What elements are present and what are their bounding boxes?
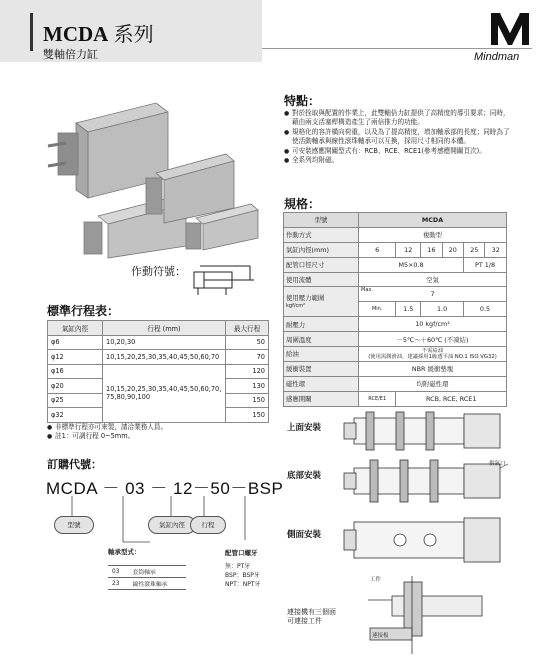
action-symbol-label: 作動符號： (131, 265, 186, 278)
header-accent-bar (30, 13, 33, 51)
feature-item: ● 可安裝感應開關型式有：RCB、RCE、RCE1(參考感應開關頁次)。 (284, 147, 510, 156)
max-cell: 150 (226, 393, 269, 408)
bearing-type-label: 軸承型式： (108, 548, 141, 556)
stroke-table-heading: 標準行程表： (47, 304, 120, 318)
table-row: 型號 MCDA (284, 213, 507, 228)
bearing-code: 03 (108, 566, 129, 578)
table-row: 作動方式 複動型 (284, 227, 507, 242)
stroke-notes (47, 423, 269, 442)
features-list (284, 109, 510, 165)
bore-cell: φ25 (48, 393, 103, 408)
feature-item: ● 規格化的容許橫向荷重，以及為了提高精度，增加軸承部的長度；同時為了使活動軸承與線性滾珠軸承可以互換，採用尺寸相同的本體。 (284, 128, 510, 147)
port-option: 無：PT牙 (225, 563, 251, 570)
table-row (48, 335, 269, 350)
table-row: 周圍溫度 －5℃～＋60℃ (不凍結) (284, 332, 507, 347)
model-value: MCDA (359, 213, 507, 228)
order-label-model: 型號 (54, 516, 94, 534)
header-rule (262, 48, 532, 49)
bore-cell: φ20 (48, 379, 103, 394)
table-row: Min. 1.5 1.0 0.5 (284, 302, 507, 317)
feature-item: ● 全系列均附磁。 (284, 156, 510, 165)
bore-cell: φ12 (48, 350, 103, 365)
column-header: 氣缸內徑 (48, 321, 103, 336)
plate-callout: 連接板 (372, 633, 389, 639)
pneumatic-symbol-icon (190, 262, 265, 298)
max-cell: 120 (226, 364, 269, 379)
max-cell: 70 (226, 350, 269, 365)
product-photo (46, 98, 261, 260)
features-heading: 特點： (284, 94, 321, 108)
note-item: ● 非標準行程亦可來製，請洽業務人員。 (47, 423, 269, 432)
order-code-heading: 訂購代號： (47, 458, 102, 471)
bearing-code: 23 (108, 578, 129, 590)
spec-table (283, 212, 507, 407)
max-cell: 50 (226, 335, 269, 350)
stroke-cell: 10,20,30 (103, 335, 226, 350)
stroke-cell: 10,15,20,25,30,35,40,45,50,60,70 (103, 350, 226, 365)
port-thread-options (225, 562, 261, 589)
table-row: 緩衝裝置 NBR 緩衝墊塊 (284, 361, 507, 376)
order-label-stroke: 行程 (190, 516, 226, 534)
brand-logo-icon (489, 9, 531, 47)
port-thread-label: 配管口螺牙 (225, 549, 258, 557)
stroke-table (47, 320, 269, 423)
bore-cell: φ6 (48, 335, 103, 350)
max-cell: 150 (226, 408, 269, 423)
top-mount-label: 上面安裝 (287, 423, 322, 433)
bearing-text: 套筒軸承 (129, 566, 186, 578)
column-header: 最大行程 (226, 321, 269, 336)
table-row: 使用壓力範圍 kgf/cm² Max. 7 (284, 287, 507, 302)
spec-heading: 規格： (284, 197, 321, 211)
page-title: MCDA 系列 (43, 22, 154, 46)
order-code: MCDA － 03 － 12－50－BSP (46, 479, 284, 498)
bearing-table (108, 565, 186, 590)
bore-cell: φ16 (48, 364, 103, 379)
side-mount-label: 側面安裝 (287, 530, 322, 540)
table-row (108, 578, 186, 590)
table-row: 配管口徑尺寸 M5×0.8 PT 1/8 (284, 257, 507, 272)
port-callout: 供氣口 (489, 461, 506, 467)
table-row: 給油 不需給油 (使用需潤滑油，建議採用1級透平油 NO.1 ISO VG32) (284, 347, 507, 362)
table-row: 氣缸內徑(mm) 6 12 16 20 25 32 (284, 242, 507, 257)
mounting-diagrams (340, 410, 515, 660)
page-subtitle: 雙軸倍力缸 (43, 48, 98, 61)
table-row: 磁性環 均附磁性環 (284, 376, 507, 391)
connect-note: 連接機有三個面 可連接工件 (287, 608, 336, 625)
bottom-mount-label: 底部安裝 (287, 471, 322, 481)
port-option: NPT：NPT牙 (225, 581, 261, 588)
table-row: 使用流體 空氣 (284, 272, 507, 287)
order-label-bore: 氣缸內徑 (148, 516, 196, 534)
port-option: BSP：BSP牙 (225, 572, 260, 579)
table-header-row (48, 321, 269, 336)
note-item: ● 註1：可調行程 0~5mm。 (47, 432, 269, 441)
table-row: 感應開關 RCE/E1 RCB, RCE, RCE1 (284, 391, 507, 406)
stroke-cell: 10,15,20,25,30,35,40,45,50,60,70, 75,80,90,100 (103, 364, 226, 422)
column-header: 行程 (mm) (103, 321, 226, 336)
brand-name: Mindman (474, 51, 520, 63)
table-row (48, 364, 269, 379)
max-cell: 130 (226, 379, 269, 394)
bore-cell: φ32 (48, 408, 103, 423)
feature-item: ● 對於拴取與配置的作業上，此雙軸倍力缸提供了高精度的導引要求；同時，藉由兩支活塞桿構造產生了兩倍推力的功能。 (284, 109, 510, 128)
bearing-text: 線性滾珠軸承 (129, 578, 186, 590)
table-row (48, 350, 269, 365)
work-callout: 工件 (370, 577, 382, 583)
table-row: 耐壓力 10 kgf/cm² (284, 317, 507, 332)
table-row (108, 566, 186, 578)
